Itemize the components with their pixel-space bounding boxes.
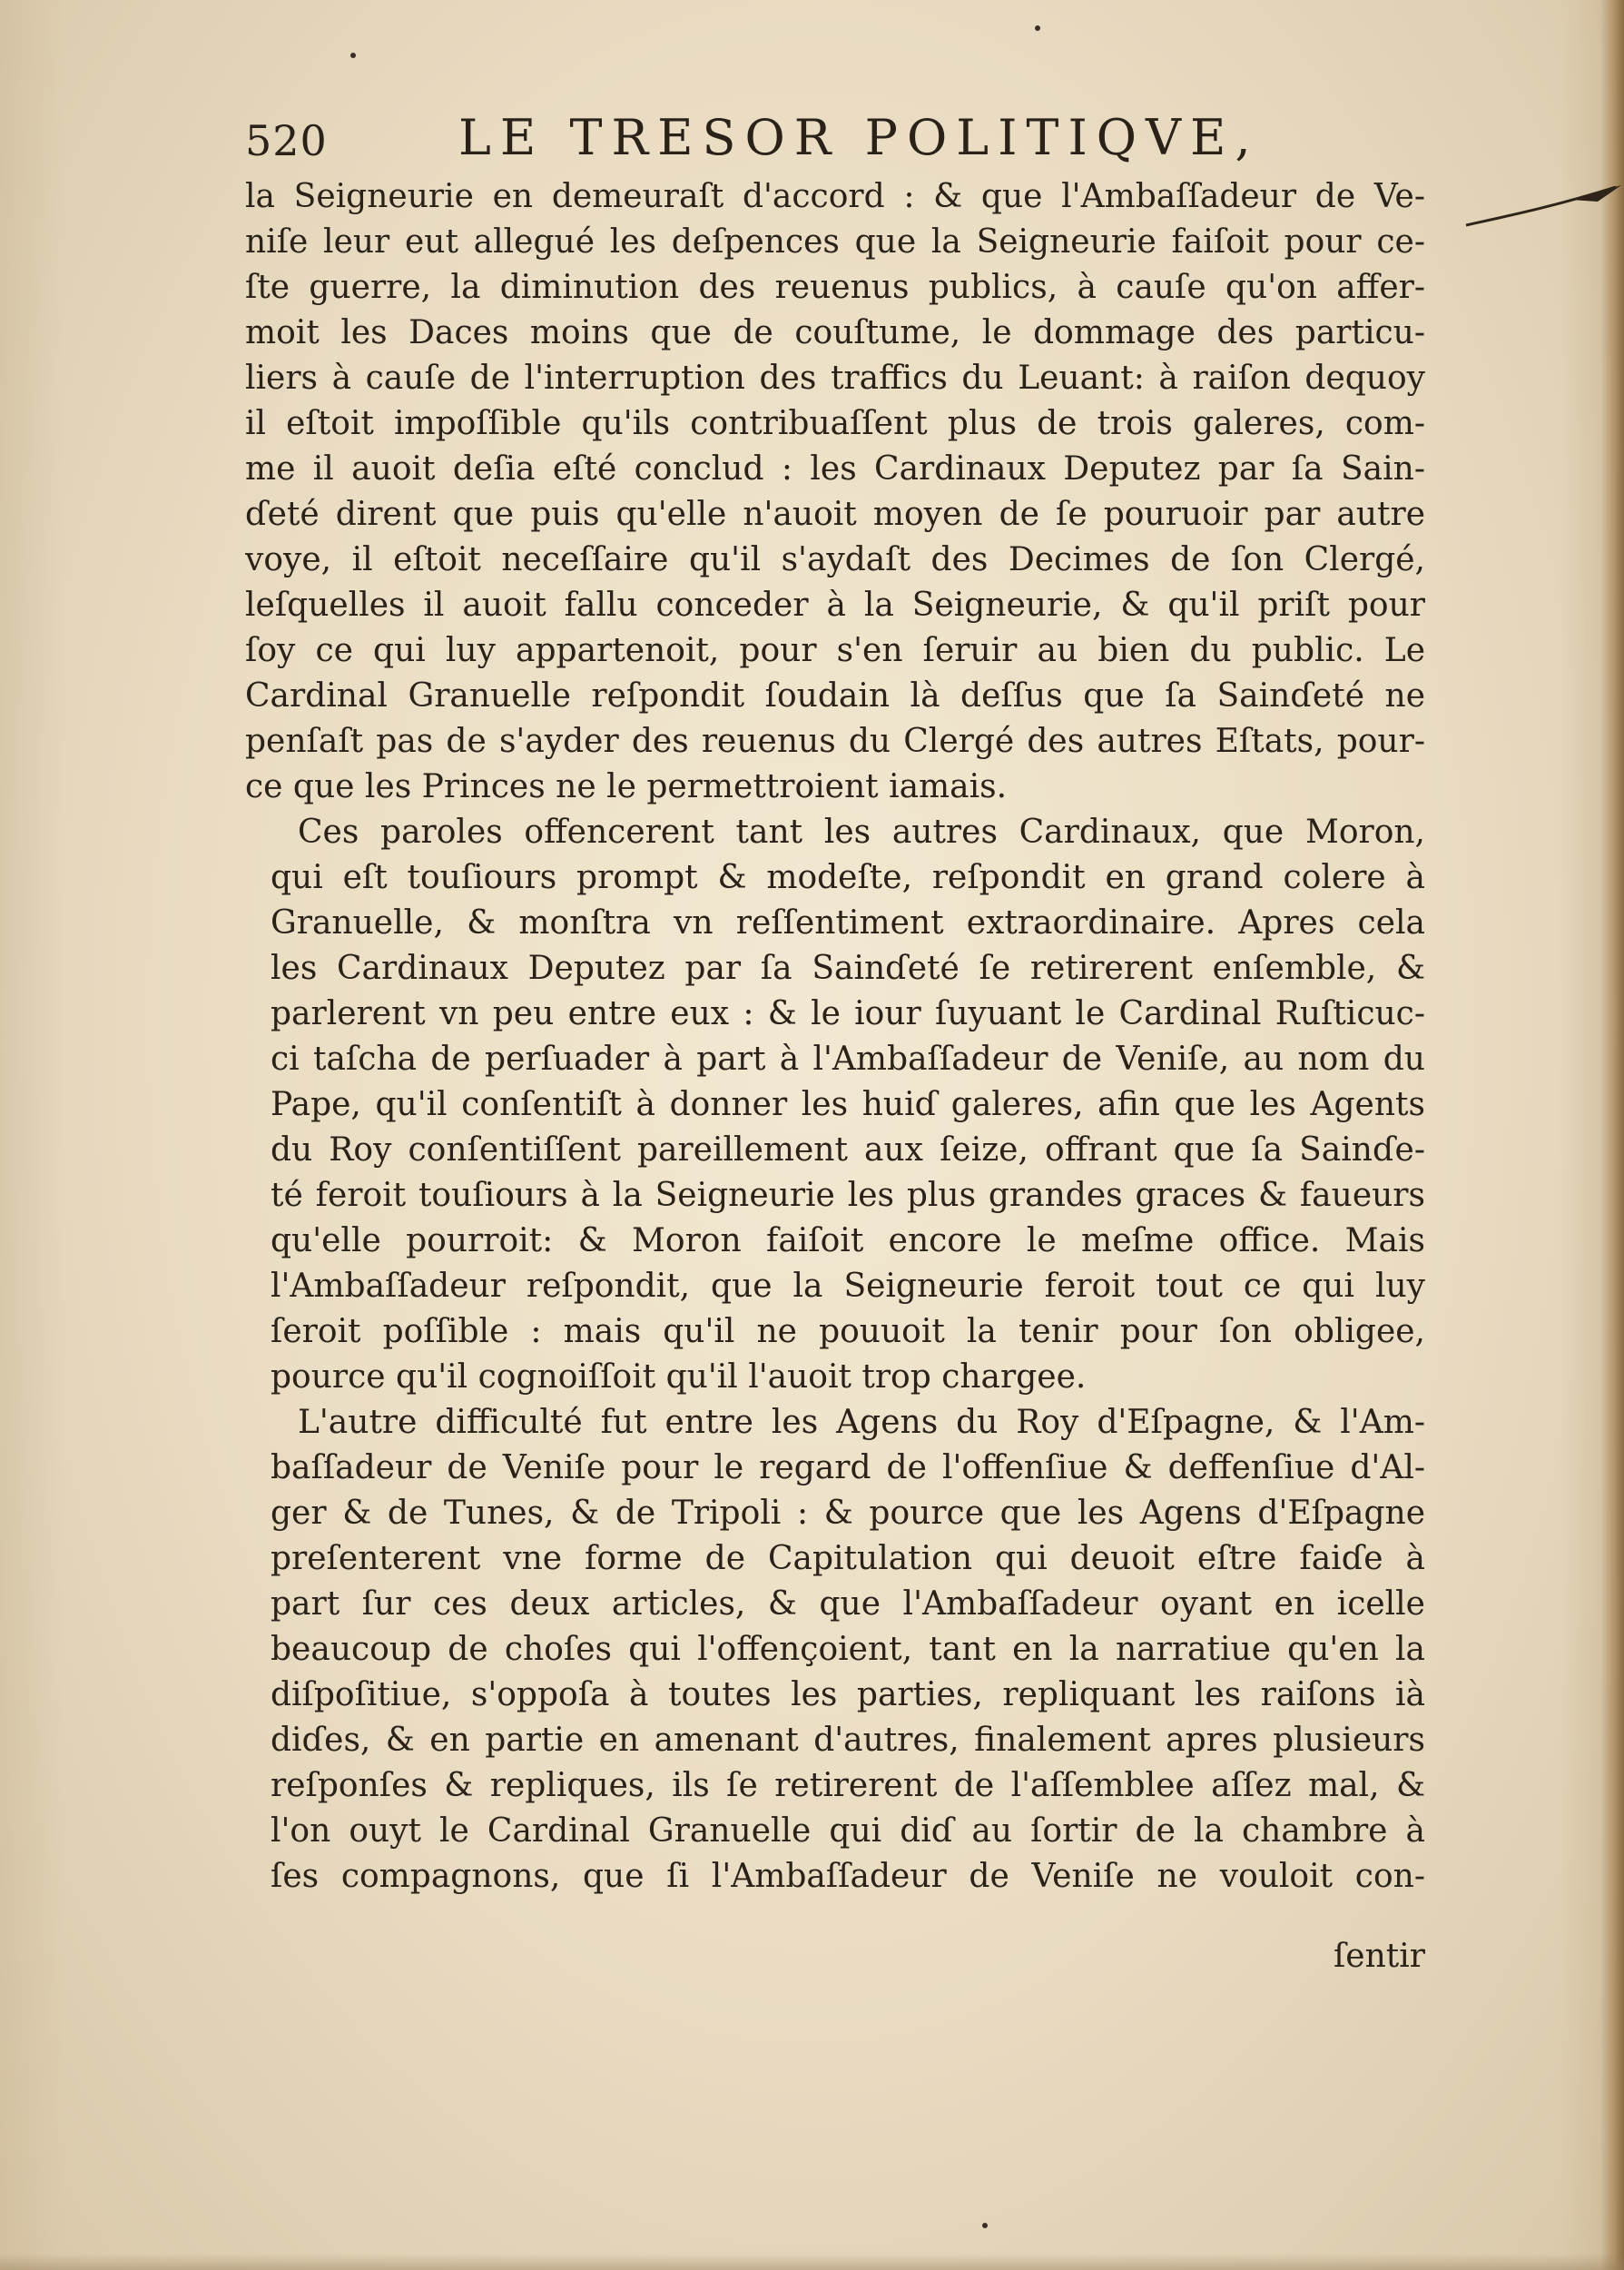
ink-speck bbox=[1035, 25, 1040, 31]
text-line: té feroit touſiours à la Seigneurie les plus grandes graces & faueurs bbox=[271, 1177, 1425, 1214]
text-line: du Roy conſentiſſent pareillement aux ſeize, offrant que ſa Sainɗe- bbox=[271, 1131, 1425, 1169]
text-line: ſoy ce qui luy appartenoit, pour s'en ſeruir au bien du public. Le bbox=[245, 632, 1425, 669]
ink-pen-mark bbox=[1462, 180, 1624, 234]
text-line: qu'elle pourroit: & Moron faiſoit encore le meſme office. Mais bbox=[271, 1222, 1425, 1259]
page-bottom-shadow bbox=[0, 2254, 1624, 2270]
text-line: Cardinal Granuelle reſpondit ſoudain là deſſus que ſa Sainɗeté ne bbox=[245, 677, 1425, 715]
text-line: reſponſes & repliques, ils ſe retirerent de l'aſſemblee aſſez mal, & bbox=[271, 1767, 1425, 1804]
text-line: Granuelle, & monſtra vn reſſentiment extraordinaire. Apres cela bbox=[271, 904, 1425, 942]
text-line: la Seigneurie en demeuraſt d'accord : & que l'Ambaſſadeur de Ve- bbox=[245, 178, 1425, 215]
text-line: ger & de Tunes, & de Tripoli : & pource que les Agens d'Eſpagne bbox=[271, 1495, 1425, 1532]
text-line: il eſtoit impoſſible qu'ils contribuaſſent plus de trois galeres, com- bbox=[245, 405, 1425, 442]
text-line: leſquelles il auoit fallu conceder à la Seigneurie, & qu'il priſt pour bbox=[245, 587, 1425, 624]
text-line: part ſur ces deux articles, & que l'Ambaſſadeur oyant en icelle bbox=[271, 1585, 1425, 1623]
text-line: parlerent vn peu entre eux : & le iour ſuyuant le Cardinal Ruſticuc- bbox=[271, 995, 1425, 1032]
text-line: me il auoit deſia eſté conclud : les Cardinaux Deputez par ſa Sain- bbox=[245, 450, 1425, 488]
text-line: penſaſt pas de s'ayder des reuenus du Clergé des autres Eſtats, pour- bbox=[245, 723, 1425, 760]
text-line: diɗes, & en partie en amenant d'autres, finalement apres plusieurs bbox=[271, 1722, 1425, 1759]
text-line: ci taſcha de perſuader à part à l'Ambaſſadeur de Veniſe, au nom du bbox=[271, 1041, 1425, 1078]
page-edge-shadow bbox=[1600, 0, 1624, 2270]
text-line: ſes compagnons, que ſi l'Ambaſſadeur de Veniſe ne vouloit con- bbox=[271, 1858, 1425, 1895]
paragraph-start-line: L'autre difficulté fut entre les Agens du Roy d'Eſpagne, & l'Am- bbox=[298, 1404, 1425, 1441]
ink-speck bbox=[350, 53, 356, 58]
text-line: liers à cauſe de l'interruption des traffics du Leuant: à raiſon dequoy bbox=[245, 360, 1425, 397]
text-line: les Cardinaux Deputez par ſa Sainɗeté ſe retirerent enſemble, & bbox=[271, 950, 1425, 987]
text-line: moit les Daces moins que de couſtume, le dommage des particu- bbox=[245, 314, 1425, 351]
text-line: Pape, qu'il conſentiſt à donner les huiɗ galeres, afin que les Agents bbox=[271, 1086, 1425, 1123]
running-title: LE TRESOR POLITIQVE, bbox=[458, 109, 1260, 166]
text-line: beaucoup de choſes qui l'offençoient, tant en la narratiue qu'en la bbox=[271, 1631, 1425, 1668]
text-line: qui eſt touſiours prompt & modeſte, reſpondit en grand colere à bbox=[271, 859, 1425, 896]
text-line: diſpoſitiue, s'oppoſa à toutes les parties, repliquant les raiſons ià bbox=[271, 1676, 1425, 1713]
text-line: ſte guerre, la diminution des reuenus publics, à cauſe qu'on affer- bbox=[245, 269, 1425, 306]
ink-speck bbox=[982, 2223, 988, 2228]
text-line: l'on ouyt le Cardinal Granuelle qui diɗ au ſortir de la chambre à bbox=[271, 1812, 1425, 1850]
text-line: voye, il eſtoit neceſſaire qu'il s'aydaſt des Decimes de ſon Clergé, bbox=[245, 541, 1425, 578]
text-line: preſenterent vne forme de Capitulation qui deuoit eſtre faiɗe à bbox=[271, 1540, 1425, 1577]
text-line: baſſadeur de Veniſe pour le regard de l'offenſiue & deffenſiue d'Al- bbox=[271, 1449, 1425, 1486]
catchword: ſentir bbox=[1333, 1938, 1425, 1975]
body-text bbox=[245, 174, 1425, 1900]
paragraph-start-line: Ces paroles offencerent tant les autres Cardinaux, que Moron, bbox=[298, 814, 1425, 851]
text-line: ɗeté dirent que puis qu'elle n'auoit moyen de ſe pouruoir par autre bbox=[245, 496, 1425, 533]
page-number: 520 bbox=[245, 116, 328, 165]
running-header bbox=[245, 109, 1425, 173]
text-line: l'Ambaſſadeur reſpondit, que la Seigneurie feroit tout ce qui luy bbox=[271, 1268, 1425, 1305]
text-line: ſeroit poſſible : mais qu'il ne pouuoit la tenir pour ſon obligee, bbox=[271, 1313, 1425, 1350]
text-line: niſe leur eut allegué les deſpences que la Seigneurie faiſoit pour ce- bbox=[245, 223, 1425, 261]
text-line: ce que les Princes ne le permettroient iamais. bbox=[245, 768, 1008, 805]
text-line: pource qu'il cognoiſſoit qu'il l'auoit trop chargee. bbox=[271, 1358, 1087, 1396]
